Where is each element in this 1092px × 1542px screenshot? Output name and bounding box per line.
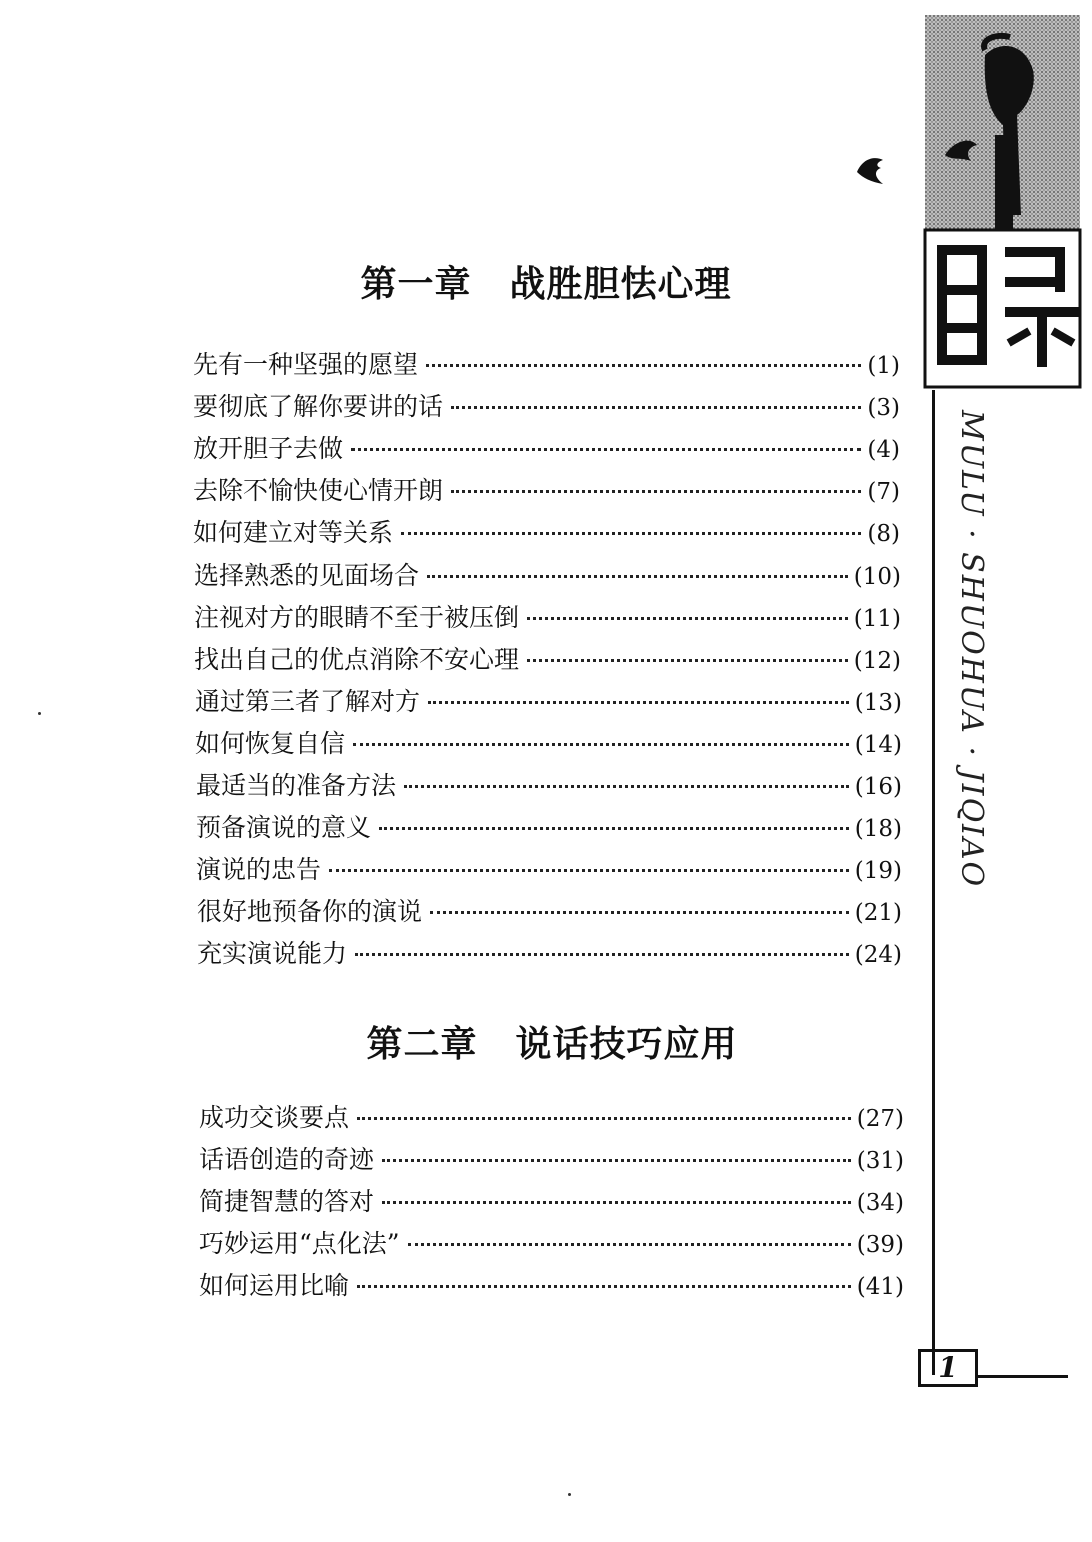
toc-entry-title: 最适当的准备方法: [196, 771, 397, 800]
toc-entry[interactable]: [194, 561, 901, 592]
svg-text:MULU · SHUOHUA · JIQIAO: MULU · SHUOHUA · JIQIAO: [954, 410, 989, 889]
toc-entry[interactable]: [199, 1229, 904, 1260]
leader-dots: [426, 364, 861, 367]
toc-entry-title: 注视对方的眼睛不至于被压倒: [194, 603, 520, 632]
toc-entry-page: (11): [853, 606, 901, 632]
bird-icon: [853, 150, 893, 190]
toc-entry-page: (31): [856, 1148, 904, 1174]
toc-entry-title: 通过第三者了解对方: [195, 687, 421, 716]
toc-entry-page: (27): [856, 1106, 904, 1132]
toc-entry-title: 话语创造的奇迹: [199, 1145, 375, 1174]
leader-dots: [451, 406, 861, 409]
toc-entry[interactable]: [193, 392, 900, 423]
toc-entry-page: (34): [856, 1190, 904, 1216]
leader-dots: [357, 1285, 851, 1288]
toc-entry-title: 选择熟悉的见面场合: [194, 561, 420, 590]
leader-dots: [329, 869, 849, 872]
leader-dots: [382, 1201, 851, 1204]
toc-entry[interactable]: [199, 1271, 904, 1302]
toc-entry-page: (4): [867, 437, 900, 463]
toc-entry[interactable]: [196, 771, 902, 802]
leader-dots: [451, 490, 861, 493]
leader-dots: [382, 1159, 851, 1162]
toc-entry[interactable]: [193, 518, 900, 549]
toc-entry-title: 如何运用比喻: [199, 1271, 350, 1300]
toc-entry-page: (7): [867, 479, 900, 505]
toc-entry[interactable]: [194, 603, 901, 634]
toc-entry-title: 简捷智慧的答对: [199, 1187, 375, 1216]
toc-entry-page: (14): [854, 732, 902, 758]
toc-entry-title: 成功交谈要点: [199, 1103, 350, 1132]
toc-entry-title: 先有一种坚强的愿望: [193, 350, 419, 379]
leader-dots: [430, 911, 849, 914]
leader-dots: [355, 953, 849, 956]
decorative-script: [932, 400, 989, 1300]
figure-illustration-icon: [925, 15, 1080, 387]
toc-entry[interactable]: [194, 645, 901, 676]
toc-entry-title: 很好地预备你的演说: [197, 897, 423, 926]
toc-entry-page: (1): [867, 353, 900, 379]
toc-entry-page: (21): [854, 900, 902, 926]
toc-entry[interactable]: [193, 476, 900, 507]
leader-dots: [379, 827, 849, 830]
leader-dots: [351, 448, 861, 451]
leader-dots: [408, 1243, 851, 1246]
chapter-prefix: 第二章: [366, 1024, 478, 1065]
toc-entry[interactable]: [199, 1187, 904, 1218]
toc-entry-title: 如何建立对等关系: [193, 518, 394, 547]
toc-entry[interactable]: [196, 813, 902, 844]
toc-entry-page: (19): [854, 858, 902, 884]
toc-entry-title: 找出自己的优点消除不安心理: [194, 645, 520, 674]
toc-entry-title: 预备演说的意义: [196, 813, 372, 842]
toc-entry-title: 充实演说能力: [197, 939, 348, 968]
leader-dots: [527, 659, 848, 662]
page-number: 1: [918, 1349, 978, 1387]
leader-dots: [353, 743, 849, 746]
toc-entry-page: (41): [856, 1274, 904, 1300]
toc-entry-page: (39): [856, 1232, 904, 1258]
toc-entry[interactable]: [197, 939, 902, 970]
toc-entry-page: (3): [867, 395, 900, 421]
chapter-heading: [6, 256, 1086, 307]
toc-entry-title: 巧妙运用“点化法”: [199, 1229, 400, 1258]
toc-entry-page: (16): [854, 774, 902, 800]
toc-entry-title: 演说的忠告: [196, 855, 322, 884]
chapter-title: 说话技巧应用: [515, 1024, 738, 1065]
chapter-prefix: 第一章: [360, 264, 472, 305]
toc-entry[interactable]: [193, 434, 900, 465]
scan-speck: [38, 712, 41, 715]
toc-entry-title: 去除不愉快使心情开朗: [193, 476, 444, 505]
scan-speck: [568, 1493, 571, 1496]
toc-entry-page: (12): [853, 648, 901, 674]
toc-entry[interactable]: [196, 855, 902, 886]
toc-entry-title: 要彻底了解你要讲的话: [193, 392, 444, 421]
toc-entry-title: 如何恢复自信: [195, 729, 346, 758]
toc-entry[interactable]: [193, 350, 900, 381]
leader-dots: [427, 575, 848, 578]
toc-entry[interactable]: [197, 897, 902, 928]
leader-dots: [428, 701, 849, 704]
leader-dots: [357, 1117, 851, 1120]
page-number-rule: [978, 1375, 1068, 1378]
toc-entry-page: (24): [854, 942, 902, 968]
chapter-title: 战胜胆怯心理: [509, 264, 732, 305]
leader-dots: [404, 785, 849, 788]
toc-entry[interactable]: [199, 1145, 904, 1176]
toc-entry-page: (13): [854, 690, 902, 716]
toc-entry-page: (8): [867, 521, 900, 547]
toc-entry-page: (18): [854, 816, 902, 842]
toc-entry-title: 放开胆子去做: [193, 434, 344, 463]
toc-entry[interactable]: [195, 687, 902, 718]
chapter-heading: [12, 1016, 1092, 1067]
toc-entry[interactable]: [195, 729, 902, 760]
toc-entry[interactable]: [199, 1103, 904, 1134]
leader-dots: [401, 532, 861, 535]
leader-dots: [527, 617, 848, 620]
toc-entry-page: (10): [853, 564, 901, 590]
